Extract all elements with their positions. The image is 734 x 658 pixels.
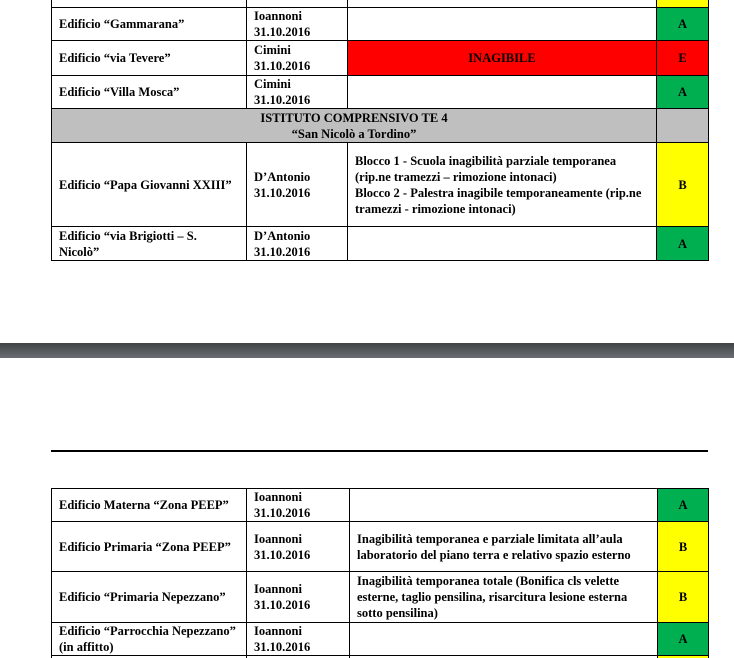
building-name: Edificio “Gammarana” xyxy=(52,8,247,41)
inspector: Ioannoni xyxy=(254,531,302,546)
inspector: Ioannoni xyxy=(254,582,302,596)
date: 31.10.2016 xyxy=(254,598,311,612)
pdf-page-2 xyxy=(0,358,734,658)
section-subtitle: “San Nicolò a Tordino” xyxy=(291,126,417,141)
date: 31.10.2016 xyxy=(254,93,311,107)
notes: Inagibilità temporanea e parziale limitata all’aula laboratorio del piano terra e relativo spazio esterno xyxy=(350,522,658,572)
section-header xyxy=(52,109,657,143)
building-name: Edificio Primaria “Zona PEEP” xyxy=(52,522,247,572)
date: 31.10.2016 xyxy=(254,244,311,259)
table-row xyxy=(52,522,709,572)
inspector-date xyxy=(247,143,348,227)
date: 31.10.2016 xyxy=(254,506,311,520)
table-row xyxy=(52,143,709,227)
inspector-date xyxy=(247,572,350,623)
page-gap xyxy=(0,343,734,358)
damage-table-page-1 xyxy=(51,0,709,261)
building-name: Edificio “Villa Mosca” xyxy=(52,76,247,109)
date: 31.10.2016 xyxy=(254,185,311,200)
building-name: Edificio “Parrocchia Nepezzano” (in affitto) xyxy=(52,623,247,656)
damage-table-page-2 xyxy=(51,488,709,658)
grade-badge: A xyxy=(658,489,709,522)
grade-badge: B xyxy=(657,143,709,227)
notes-block-1: Blocco 1 - Scuola inagibilità parziale temporanea (rip.ne tramezzi – rimozione intonaci) xyxy=(355,153,617,184)
notes xyxy=(350,489,658,522)
inspector-date xyxy=(247,76,348,109)
inspector-date xyxy=(247,8,348,41)
table-row xyxy=(52,227,709,261)
table-row xyxy=(52,41,709,76)
date: 31.10.2016 xyxy=(254,25,311,39)
grade-badge: A xyxy=(657,8,709,41)
grade-badge: E xyxy=(657,41,709,76)
inspector-date xyxy=(247,522,350,572)
header-rule xyxy=(51,450,708,452)
inspector-date xyxy=(247,489,350,522)
date: 31.10.2016 xyxy=(254,59,311,73)
inspector: D’Antonio xyxy=(254,228,311,243)
grade-badge: A xyxy=(657,227,709,261)
notes-status: INAGIBILE xyxy=(348,41,657,76)
inspector: Ioannoni xyxy=(254,490,302,504)
inspector: D’Antonio xyxy=(254,169,311,184)
inspector-date xyxy=(247,41,348,76)
inspector-date xyxy=(247,227,348,261)
notes xyxy=(350,623,658,656)
notes xyxy=(348,227,657,261)
building-name: Edificio “via Brigiotti – S. Nicolò” xyxy=(52,227,247,261)
table-row xyxy=(52,489,709,522)
building-name: Edificio “Papa Giovanni XXIII” xyxy=(52,143,247,227)
building-name: Edificio “via Tevere” xyxy=(52,41,247,76)
grade-badge: A xyxy=(658,623,709,656)
inspector: Ioannoni xyxy=(254,624,302,638)
grade-badge: B xyxy=(658,522,709,572)
date: 31.10.2016 xyxy=(254,547,311,562)
table-row xyxy=(52,8,709,41)
grade-badge: B xyxy=(658,572,709,623)
section-title: ISTITUTO COMPRENSIVO TE 4 xyxy=(260,110,448,125)
notes: Inagibilità temporanea totale (Bonifica cls velette esterne, taglio pensilina, risarcitura lesione esterna sotto pensilina) xyxy=(350,572,658,623)
grade-badge: A xyxy=(657,76,709,109)
table-row-partial xyxy=(52,0,709,8)
table-row xyxy=(52,572,709,623)
date: 31.10.2016 xyxy=(254,640,311,654)
notes xyxy=(348,76,657,109)
table-row xyxy=(52,623,709,656)
building-name: Edificio “Primaria Nepezzano” xyxy=(52,572,247,623)
section-header-row xyxy=(52,109,709,143)
notes xyxy=(348,8,657,41)
building-name: Edificio Materna “Zona PEEP” xyxy=(52,489,247,522)
inspector-date xyxy=(247,623,350,656)
notes xyxy=(348,143,657,227)
notes-block-2: Blocco 2 - Palestra inagibile temporaneamente (rip.ne tramezzi - rimozione intonaci) xyxy=(355,185,642,216)
table-row xyxy=(52,76,709,109)
inspector: Cimini xyxy=(254,43,291,57)
inspector: Cimini xyxy=(254,77,291,91)
inspector: Ioannoni xyxy=(254,9,302,23)
